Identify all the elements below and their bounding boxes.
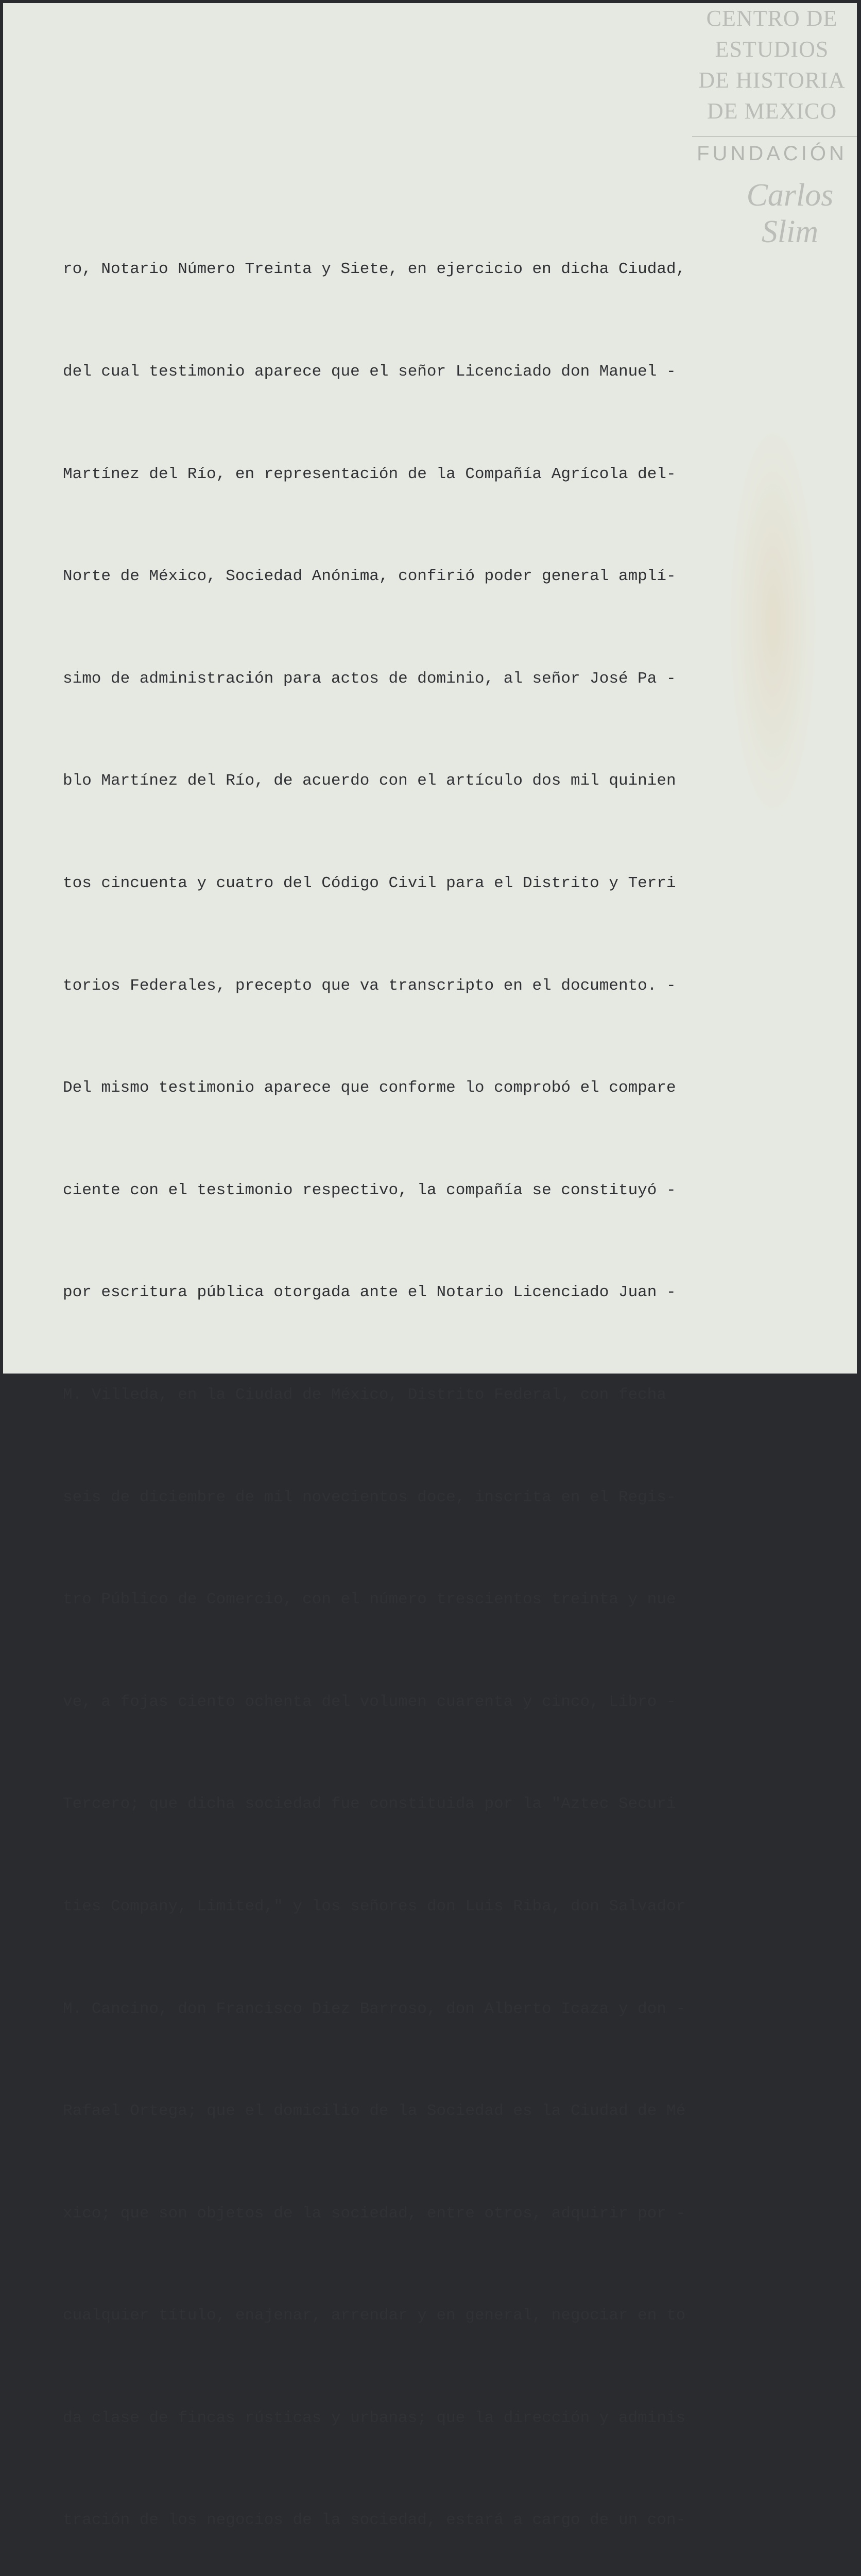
text-line: tración de los negocios de la sociedad, estará a cargo de un con- — [63, 2511, 686, 2530]
text-line: Rafael Ortega; que el domicilio de la Sociedad es la Ciudad de Mé — [63, 2102, 686, 2121]
text-line: Del mismo testimonio aparece que conforme lo comprobó el compare — [63, 1079, 676, 1097]
text-line: M. Villeda, en la Ciudad de México, Distrito Federal, con fecha — [63, 1385, 666, 1404]
text-line: simo de administración para actos de dominio, al señor José Pa - — [63, 669, 676, 688]
text-line: por escritura pública otorgada ante el Notario Licenciado Juan - — [63, 1283, 676, 1302]
watermark-line: CENTRO DE — [706, 6, 838, 31]
text-line: del cual testimonio aparece que el señor Licenciado don Manuel - — [63, 363, 676, 381]
text-line: ro, Notario Número Treinta y Siete, en ejercicio en dicha Ciudad, — [63, 260, 686, 279]
document-page — [3, 3, 857, 2530]
text-line: cualquier título, enajenar, arrendar y en general, negociar en to — [63, 2307, 686, 2325]
watermark-divider — [692, 136, 857, 137]
text-line: Norte de México, Sociedad Anónima, confirió poder general amplí- — [63, 567, 676, 586]
watermark-line: DE HISTORIA — [698, 67, 846, 93]
watermark-fundacion: FUNDACIÓN — [697, 142, 847, 165]
text-line: seis de diciembre de mil novecientos doce, inscrita en el Regis- — [63, 1488, 676, 1506]
text-line: tro Público de Comercio, con el número trescientos treinta y nue — [63, 1590, 676, 1609]
watermark-signature: Carlos Slim — [746, 178, 834, 249]
text-line: ciente con el testimonio respectivo, la compañía se constituyó - — [63, 1181, 676, 1199]
text-line: blo Martínez del Río, de acuerdo con el artículo dos mil quinien — [63, 772, 676, 790]
text-line: ties Company, Limited," y los señores don Luis Riba, don Salvador — [63, 1897, 686, 1916]
text-line: xico; que son objetos de la sociedad, entre otros, adquirir por - — [63, 2204, 686, 2223]
typed-document-body — [63, 184, 743, 2576]
text-line: Martínez del Río, en representación de la Compañía Agrícola del- — [63, 465, 676, 483]
watermark-line: DE MEXICO — [707, 98, 837, 124]
text-line: Tercero; que dicha sociedad fue constituida por la "Aztec Securi — [63, 1795, 676, 1814]
watermark-line: ESTUDIOS — [715, 37, 829, 62]
text-line: M. Cancino, don Francisco Diez Barroso, don Alberto Icaza y don - — [63, 1999, 686, 2018]
text-line: ve, a fojas ciento ochenta del volumen cuarenta y cinco, Libro - — [63, 1692, 676, 1711]
text-line: tos cincuenta y cuatro del Código Civil para el Distrito y Terri — [63, 874, 676, 892]
text-line: torios Federales, precepto que va transcripto en el documento. - — [63, 976, 676, 995]
text-line: da clase de fincas rústicas y urbanas; que la dirección y adminis — [63, 2409, 686, 2427]
